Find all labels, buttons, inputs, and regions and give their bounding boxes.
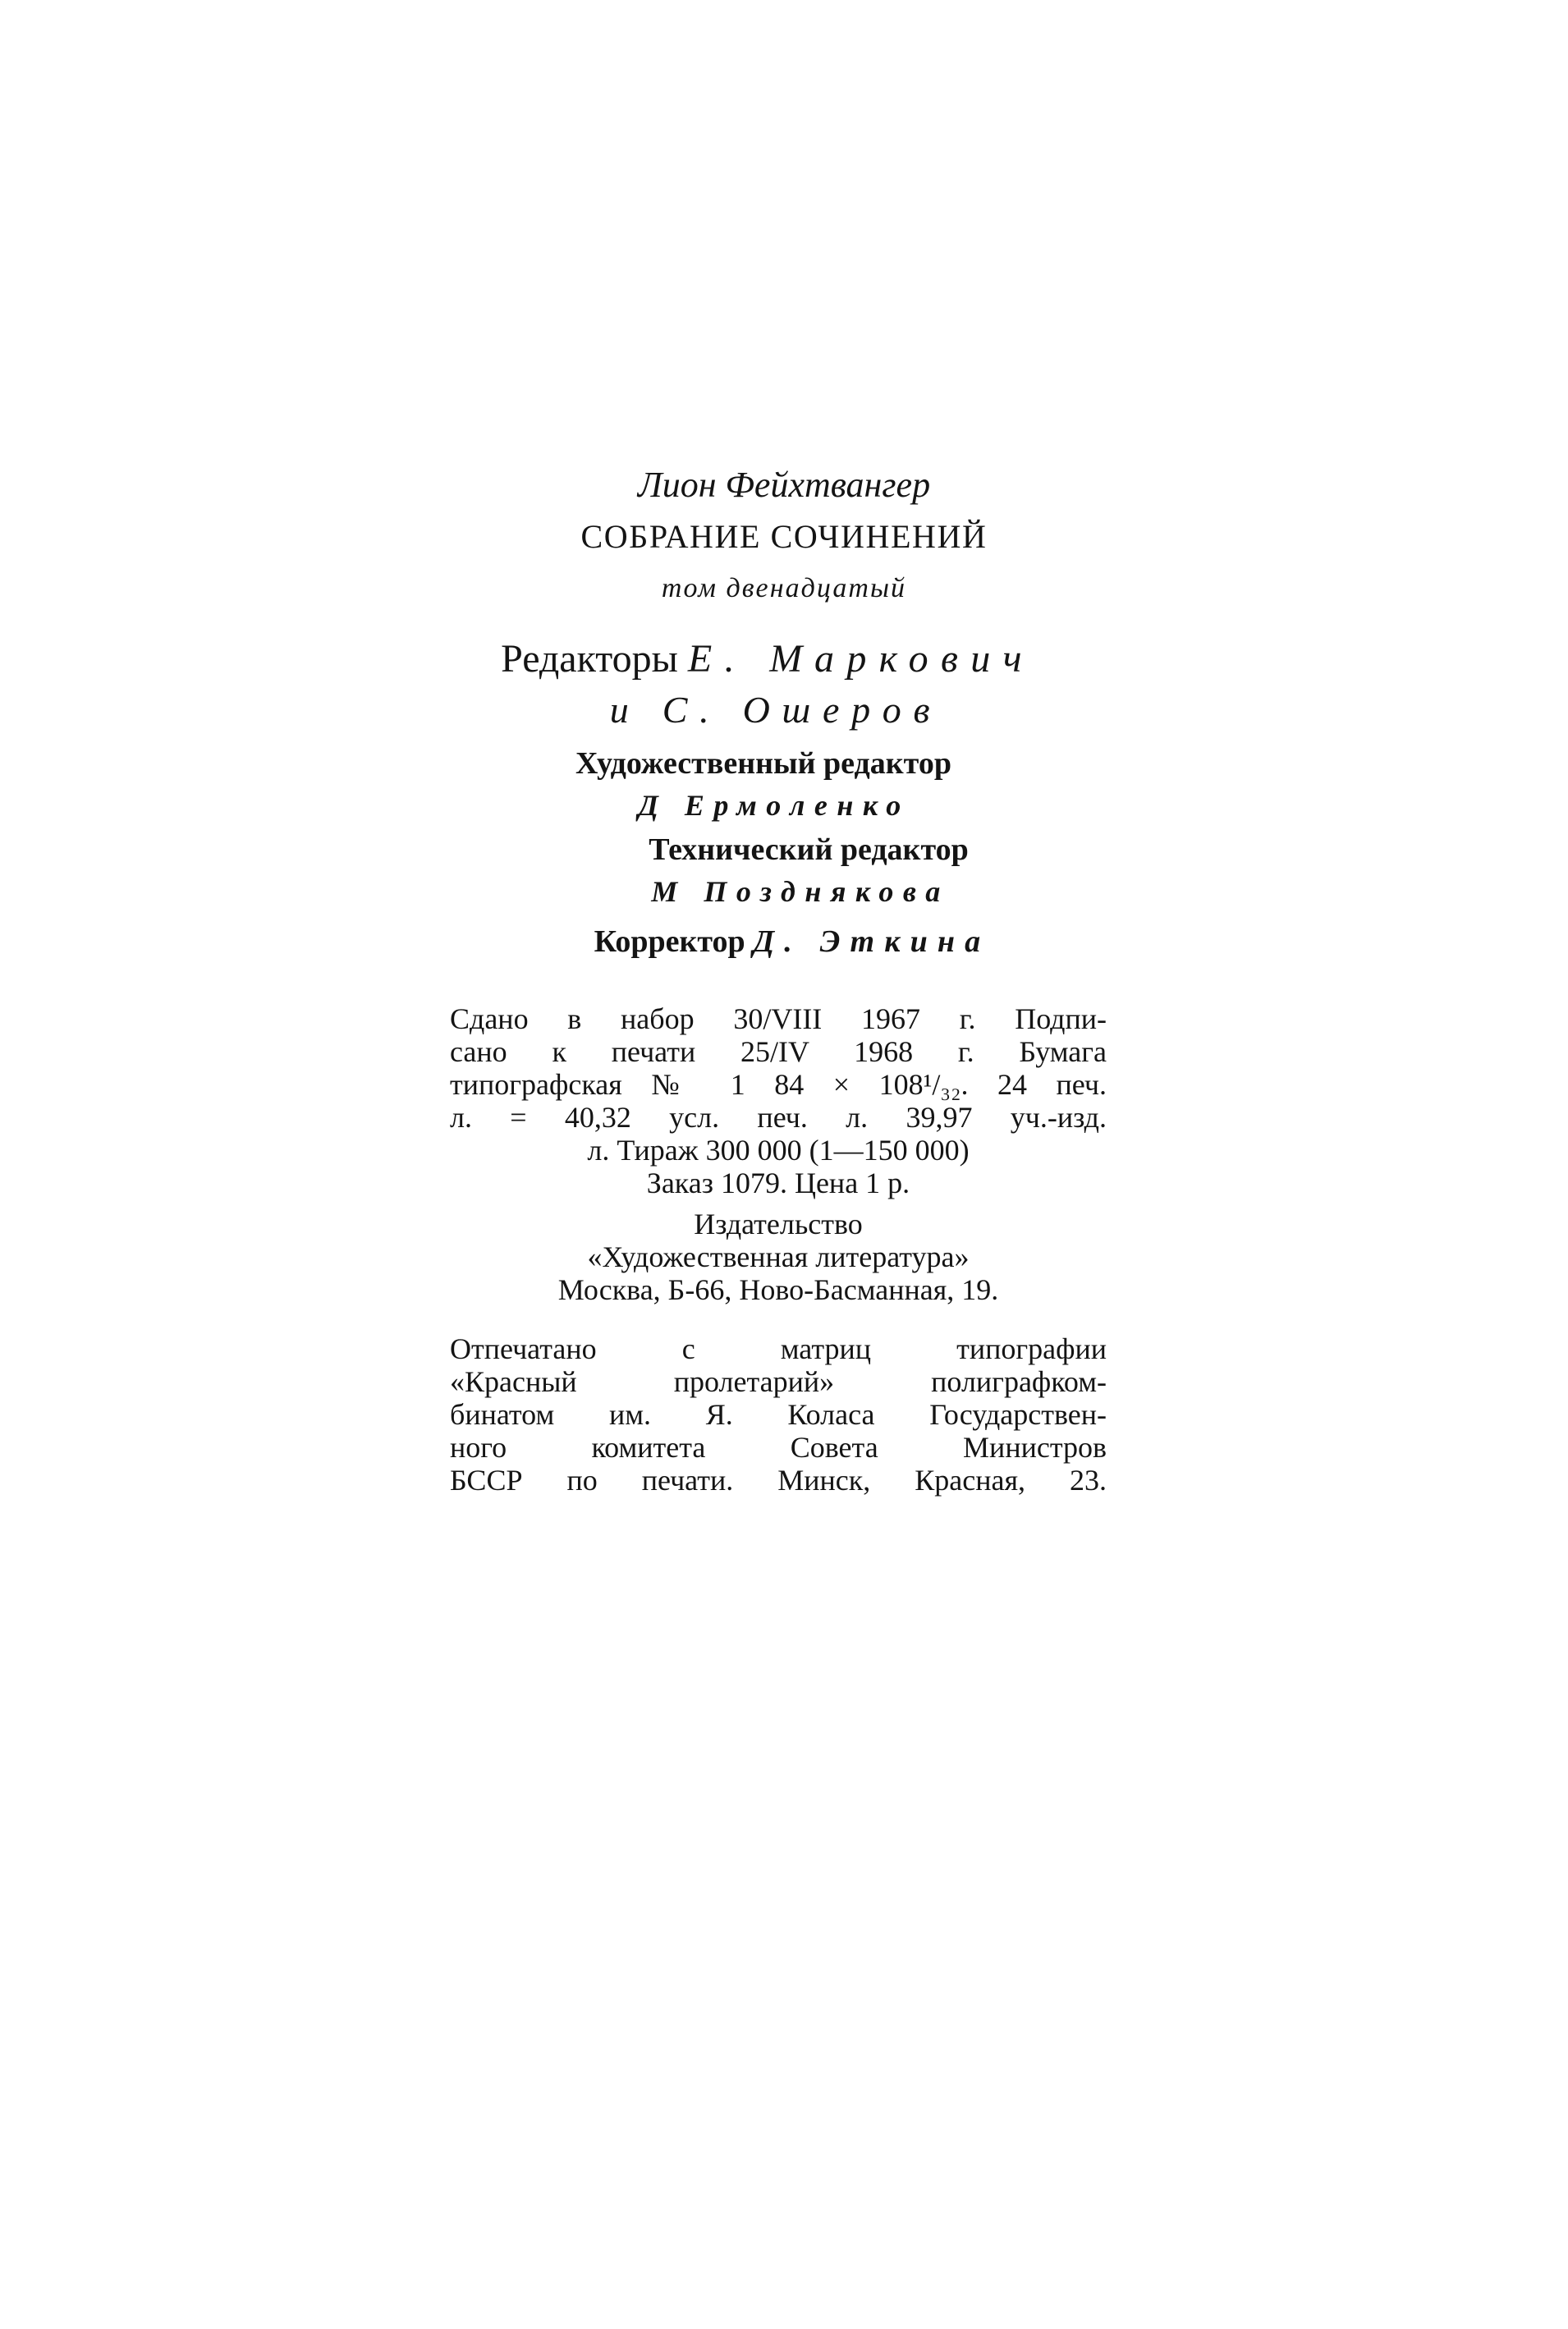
publisher-address: Москва, Б-66, Ново-Басманная, 19. [557, 1273, 999, 1306]
art-editor-label: Художественный редактор [575, 746, 951, 781]
art-editor-name: Д Ермоленко [638, 789, 910, 822]
imprint-line: сано к печати 25/IV 1968 г. Бумага [450, 1035, 1107, 1068]
editor-2: и С. Ошеров [609, 689, 942, 731]
printer-line: ного комитета Совета Министров [450, 1431, 1107, 1464]
imprint-line: Заказ 1079. Цена 1 р. [646, 1167, 910, 1199]
publisher-label: Издательство [694, 1208, 863, 1240]
printer-line: бинатом им. Я. Коласа Государствен- [450, 1398, 1107, 1431]
proofreader-row [8, 924, 1568, 960]
volume-number: том двенадцатый [661, 573, 907, 603]
imprint-line: типографская № 1 84 × 108¹/₃₂. 24 печ. [450, 1068, 1107, 1101]
proofreader-label: Корректор [594, 924, 745, 959]
editors-label: Редакторы [501, 637, 678, 681]
tech-editor-name: М Позднякова [651, 875, 950, 908]
series-title: СОБРАНИЕ СОЧИНЕНИЙ [580, 518, 988, 555]
author-name: Лион Фейхтвангер [637, 465, 931, 505]
printer-line: «Красный пролетарий» полиграфком- [450, 1365, 1107, 1398]
editors-row [0, 636, 1552, 681]
tech-editor-label: Технический редактор [649, 832, 969, 867]
printer-line: Отпечатано с матриц типографии [450, 1332, 1107, 1365]
imprint-line: л. = 40,32 усл. печ. л. 39,97 уч.-изд. [450, 1101, 1107, 1134]
publisher-name: «Художественная литература» [587, 1240, 970, 1273]
imprint-line: л. Тираж 300 000 (1—150 000) [587, 1134, 970, 1167]
proofreader-name: Д. Эткина [753, 924, 991, 959]
imprint-line: Сдано в набор 30/VIII 1967 г. Подпи- [450, 1002, 1107, 1035]
printer-line: БССР по печати. Минск, Красная, 23. [450, 1464, 1107, 1497]
editor-1: Е. Маркович [687, 637, 1034, 681]
